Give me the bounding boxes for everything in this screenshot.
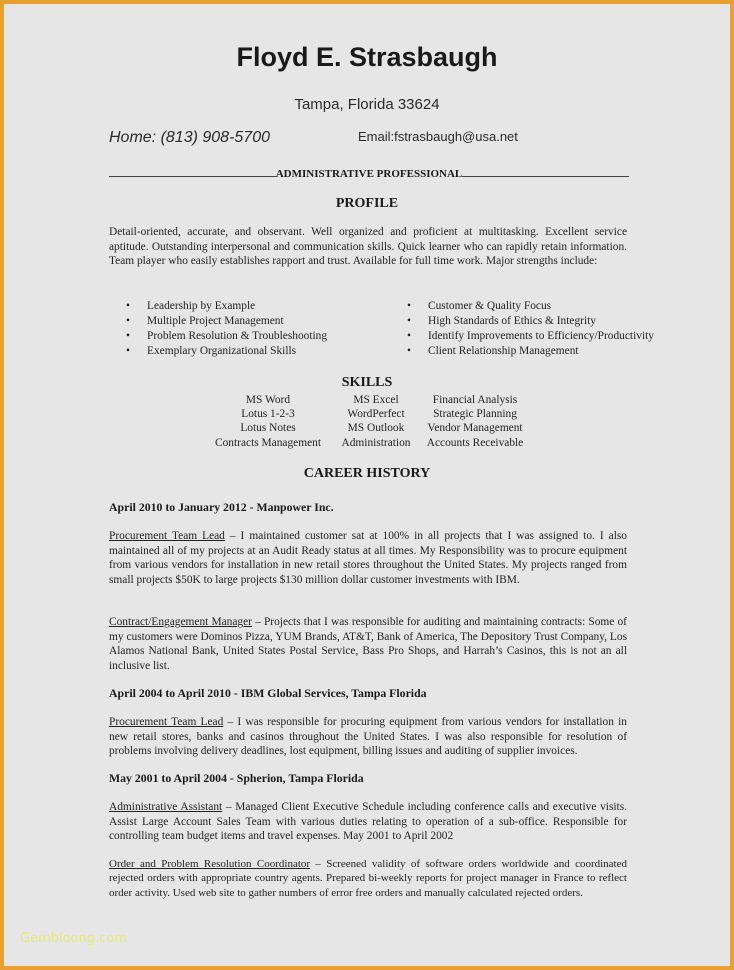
list-item: • High Standards of Ethics & Integrity [397,314,654,329]
job-header: April 2004 to April 2010 - IBM Global Services, Tampa Florida [109,686,427,700]
role-description: – Managed Client Executive Schedule including conference calls and executive visits. Assist Large Account Sales Team with various duties relating to operation of a sub-office. Responsible for controlling team budget items and travel expenses. May 2001 to April 2002 [109,801,628,842]
skills-row: Contracts Management Administration Accounts Receivable [215,436,524,449]
resume-email: Email:fstrasbaugh@usa.net [358,129,518,144]
role-description: – I maintained customer sat at 100% in all projects that I was assigned to. I also maintained all of my projects at an Audit Ready status at all times. My Responsibility was to procure equipment from various vendors for installation in new retail stores throughout the United States. My projects ranged from small projects $50K to large projects $130 million dollar customer investments with IBM. [109,530,627,586]
resume-page [4,4,730,966]
bullet-icon: • [126,330,130,342]
resume-location: Tampa, Florida 33624 [294,96,440,113]
job-role [109,529,627,587]
role-description: – Screened validity of software orders worldwide and coordinated rejected orders with appropriate country agents. Prepared bi-weekly reports for project manager in France to reflect order activity. Used web site to gather numbers of error free orders and manually calculated rejected orders. [109,858,627,899]
bullet-icon: • [126,315,130,327]
skills-heading: SKILLS [341,375,393,390]
resume-name: Floyd E. Strasbaugh [236,42,498,72]
bullet-icon: • [126,300,130,312]
profile-heading: PROFILE [335,196,399,211]
skills-row: Lotus 1-2-3 WordPerfect Strategic Planning [241,408,517,421]
job-header: April 2010 to January 2012 - Manpower Inc. [109,500,334,514]
job-role [109,800,627,844]
list-item: • Customer & Quality Focus [397,299,654,314]
bullet-icon: • [407,315,411,327]
skills-row: Lotus Notes MS Outlook Vendor Management [240,422,523,435]
skills-row: MS Word MS Excel Financial Analysis [245,394,518,406]
list-item: • Identify Improvements to Efficiency/Productivity [397,329,654,344]
career-heading: CAREER HISTORY [303,466,431,481]
role-title: Administrative Assistant [109,801,223,813]
divider-line-right [462,167,629,177]
strengths-right-list [397,299,654,359]
bullet-icon: • [407,300,411,312]
role-title: Procurement Team Lead [109,716,224,728]
bullet-icon: • [407,330,411,342]
list-item: • Problem Resolution & Troubleshooting [116,329,327,344]
list-item: • Exemplary Organizational Skills [116,344,327,359]
profile-summary: Detail-oriented, accurate, and observant. Well organized and proficient at multitasking. Excellent service aptitude. Outstanding interpersonal and communication skills. Quick learner who can rapidly retain information. Team player who easily establishes rapport and trust. Available for full time work. Major strengths include: [109,226,627,267]
job-role [109,615,627,673]
job-role [109,715,627,759]
bullet-icon: • [126,345,130,357]
role-description: – I was responsible for procuring equipment from various vendors for installation in new retail stores, banks and casinos throughout the United States. I was also responsible for resolution of problems involving delivery deadlines, lost equipment, billing issues and auditing of supplier invoices. [109,716,627,757]
role-title: Contract/Engagement Manager [109,616,252,628]
professional-title: ADMINISTRATIVE PROFESSIONAL [275,168,463,180]
job-role [109,857,627,900]
list-item: • Multiple Project Management [116,314,327,329]
role-title: Procurement Team Lead [109,530,225,542]
watermark: Gembloong.com [20,931,127,946]
divider-line-left [109,167,276,177]
bullet-icon: • [407,345,411,357]
resume-phone: Home: (813) 908-5700 [109,129,270,146]
list-item: • Leadership by Example [116,299,327,314]
skills-table [204,393,530,450]
list-item: • Client Relationship Management [397,344,654,359]
role-description: – Projects that I was responsible for auditing and maintaining contracts: Some of my customers were Dominos Pizza, YUM Brands, AT&T, Bank of America, The Depository Trust Company, Los Alamos National Bank, United States Postal Service, Bass Pro Shops, and Harrah’s Casinos, this is not an all inclusive list. [109,616,627,672]
strengths-left-list [116,299,327,359]
professional-title-rule [109,167,629,180]
job-header: May 2001 to April 2004 - Spherion, Tampa Florida [109,771,364,785]
role-title: Order and Problem Resolution Coordinator [109,858,311,870]
